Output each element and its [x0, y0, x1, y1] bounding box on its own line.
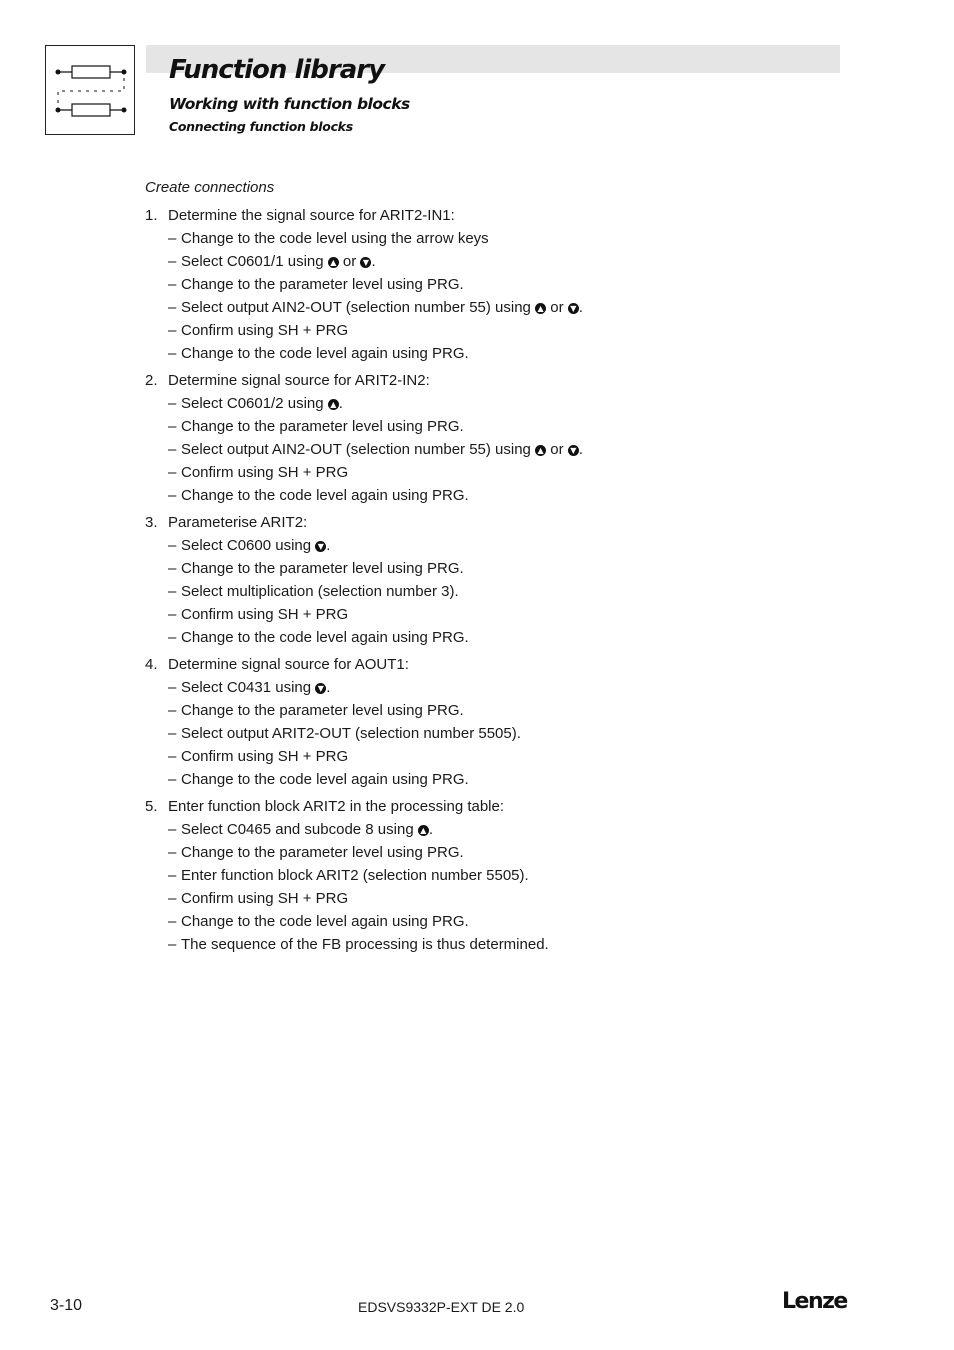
step-number: 1.	[145, 207, 158, 224]
page-number: 3-10	[50, 1297, 83, 1314]
sub-step-text: .	[338, 395, 343, 412]
sub-step-text: The sequence of the FB processing is thus determined.	[181, 936, 549, 953]
sub-step	[168, 864, 845, 887]
step-text: Determine the signal source for ARIT2-IN1:	[168, 207, 455, 224]
dash-marker: –	[168, 395, 177, 412]
step-number: 5.	[145, 798, 158, 815]
sub-step-list	[145, 392, 845, 507]
step-2	[145, 369, 845, 507]
sub-step-text: Select C0601/1 using	[181, 253, 328, 270]
dash-marker: –	[168, 913, 177, 930]
sub-step-text: Confirm using SH + PRG	[181, 890, 349, 907]
dash-marker: –	[168, 844, 177, 861]
sub-step-text: Change to the parameter level using PRG.	[181, 702, 464, 719]
sub-step-text: Select C0431 using	[181, 679, 316, 696]
dash-marker: –	[168, 679, 177, 696]
dash-marker: –	[168, 725, 177, 742]
section-heading: Create connections	[145, 179, 275, 196]
sub-step	[168, 484, 845, 507]
sub-step-text: Select C0600 using	[181, 537, 316, 554]
arrow-down-key-icon: ▼	[315, 683, 326, 694]
arrow-down-key-icon: ▼	[315, 541, 326, 552]
sub-step-text: Change to the code level again using PRG.	[181, 345, 469, 362]
step-3	[145, 511, 845, 649]
dash-marker: –	[168, 230, 177, 247]
dash-marker: –	[168, 487, 177, 504]
sub-step-text: Change to the parameter level using PRG.	[181, 844, 464, 861]
step-1	[145, 204, 845, 365]
sub-step-text: Confirm using SH + PRG	[181, 748, 349, 765]
step-heading	[145, 795, 845, 818]
sub-step-list	[145, 227, 845, 365]
sub-step-text: Change to the code level using the arrow keys	[181, 230, 489, 247]
sub-step-text: .	[428, 821, 434, 838]
sub-step	[168, 319, 845, 342]
step-4	[145, 653, 845, 791]
sub-step	[168, 461, 845, 484]
sub-step	[168, 887, 845, 910]
sub-step-text: .	[326, 679, 331, 696]
step-text: Parameterise ARIT2:	[168, 514, 308, 531]
sub-step-text: or	[338, 253, 361, 270]
step-heading	[145, 511, 845, 534]
arrow-down-key-icon: ▼	[360, 257, 371, 268]
sub-step-text: Select C0601/2 using	[181, 395, 328, 412]
sub-step	[168, 768, 845, 791]
arrow-down-key-icon: ▼	[568, 303, 579, 314]
dash-marker: –	[168, 771, 177, 788]
arrow-down-key-icon: ▼	[568, 445, 579, 456]
dash-marker: –	[168, 537, 177, 554]
dash-marker: –	[168, 583, 177, 600]
step-number: 3.	[145, 514, 158, 531]
sub-step	[168, 557, 845, 580]
sub-step	[168, 910, 845, 933]
sub-step	[168, 722, 845, 745]
sub-step	[168, 415, 845, 438]
sub-step-text: .	[326, 537, 331, 554]
sub-step	[168, 818, 845, 841]
sub-step-text: Select output AIN2-OUT (selection number 55) using	[181, 441, 536, 458]
sub-step	[168, 841, 845, 864]
step-heading	[145, 653, 845, 676]
dash-marker: –	[168, 890, 177, 907]
step-number: 2.	[145, 372, 158, 389]
sub-step	[168, 273, 845, 296]
sub-step	[168, 392, 845, 415]
sub-step	[168, 534, 845, 557]
step-heading	[145, 369, 845, 392]
arrow-up-key-icon: ▲	[418, 825, 429, 836]
sub-step-text: Confirm using SH + PRG	[181, 322, 349, 339]
sub-step-list	[145, 676, 845, 791]
sub-step-text: .	[578, 299, 583, 316]
sub-step-text: Change to the parameter level using PRG.	[181, 560, 464, 577]
sub-step-list	[145, 818, 845, 956]
step-text: Enter function block ARIT2 in the processing table:	[168, 798, 505, 815]
dash-marker: –	[168, 345, 177, 362]
sub-step	[168, 250, 845, 273]
sub-step-text: Change to the parameter level using PRG.	[181, 276, 464, 293]
dash-marker: –	[168, 276, 177, 293]
sub-step	[168, 626, 845, 649]
dash-marker: –	[168, 560, 177, 577]
arrow-up-key-icon: ▲	[535, 445, 546, 456]
sub-step-text: Select C0465 and subcode 8 using	[181, 821, 418, 838]
dash-marker: –	[168, 322, 177, 339]
step-text: Determine signal source for AOUT1:	[168, 656, 409, 673]
dash-marker: –	[168, 299, 177, 316]
instructions-section	[145, 176, 845, 960]
dash-marker: –	[168, 441, 177, 458]
dash-marker: –	[168, 418, 177, 435]
dash-marker: –	[168, 867, 177, 884]
dash-marker: –	[168, 702, 177, 719]
dash-marker: –	[168, 464, 177, 481]
arrow-up-key-icon: ▲	[328, 257, 339, 268]
dash-marker: –	[168, 253, 177, 270]
step-number: 4.	[145, 656, 158, 673]
sub-step	[168, 603, 845, 626]
sub-step	[168, 227, 845, 250]
brand-logo: Lenze	[782, 1289, 847, 1314]
sub-step	[168, 342, 845, 365]
dash-marker: –	[168, 629, 177, 646]
sub-step	[168, 438, 845, 461]
step-text: Determine signal source for ARIT2-IN2:	[168, 372, 430, 389]
sub-step-text: Select output ARIT2-OUT (selection number 5505).	[181, 725, 521, 742]
sub-step	[168, 296, 845, 319]
sub-step-text: Select output AIN2-OUT (selection number 55) using	[181, 299, 536, 316]
sub-step-text: Change to the code level again using PRG.	[181, 771, 469, 788]
dash-marker: –	[168, 821, 177, 838]
sub-step-text: Confirm using SH + PRG	[181, 606, 349, 623]
page-subsubtitle: Connecting function blocks	[169, 119, 353, 134]
step-5	[145, 795, 845, 956]
sub-step-text: Select multiplication (selection number 3).	[181, 583, 459, 600]
sub-step-text: or	[546, 299, 568, 316]
dash-marker: –	[168, 748, 177, 765]
sub-step-text: Confirm using SH + PRG	[181, 464, 349, 481]
sub-step-text: .	[578, 441, 583, 458]
sub-step-list	[145, 534, 845, 649]
sub-step	[168, 699, 845, 722]
sub-step-text: Enter function block ARIT2 (selection number 5505).	[181, 867, 529, 884]
page-title: Function library	[169, 55, 385, 85]
function-block-diagram-icon	[45, 45, 135, 135]
sub-step	[168, 676, 845, 699]
sub-step	[168, 933, 845, 956]
sub-step-text: Change to the code level again using PRG.	[181, 487, 469, 504]
arrow-up-key-icon: ▲	[535, 303, 546, 314]
document-id: EDSVS9332P-EXT DE 2.0	[358, 1299, 525, 1315]
dash-marker: –	[168, 606, 177, 623]
sub-step	[168, 745, 845, 768]
sub-step-text: or	[546, 441, 568, 458]
sub-step-text: .	[371, 253, 376, 270]
sub-step-text: Change to the parameter level using PRG.	[181, 418, 464, 435]
page-subtitle: Working with function blocks	[169, 95, 410, 113]
sub-step-text: Change to the code level again using PRG.	[181, 913, 469, 930]
step-heading	[145, 204, 845, 227]
sub-step	[168, 580, 845, 603]
dash-marker: –	[168, 936, 177, 953]
arrow-up-key-icon: ▲	[328, 399, 339, 410]
steps-list	[145, 204, 845, 956]
sub-step-text: Change to the code level again using PRG.	[181, 629, 469, 646]
